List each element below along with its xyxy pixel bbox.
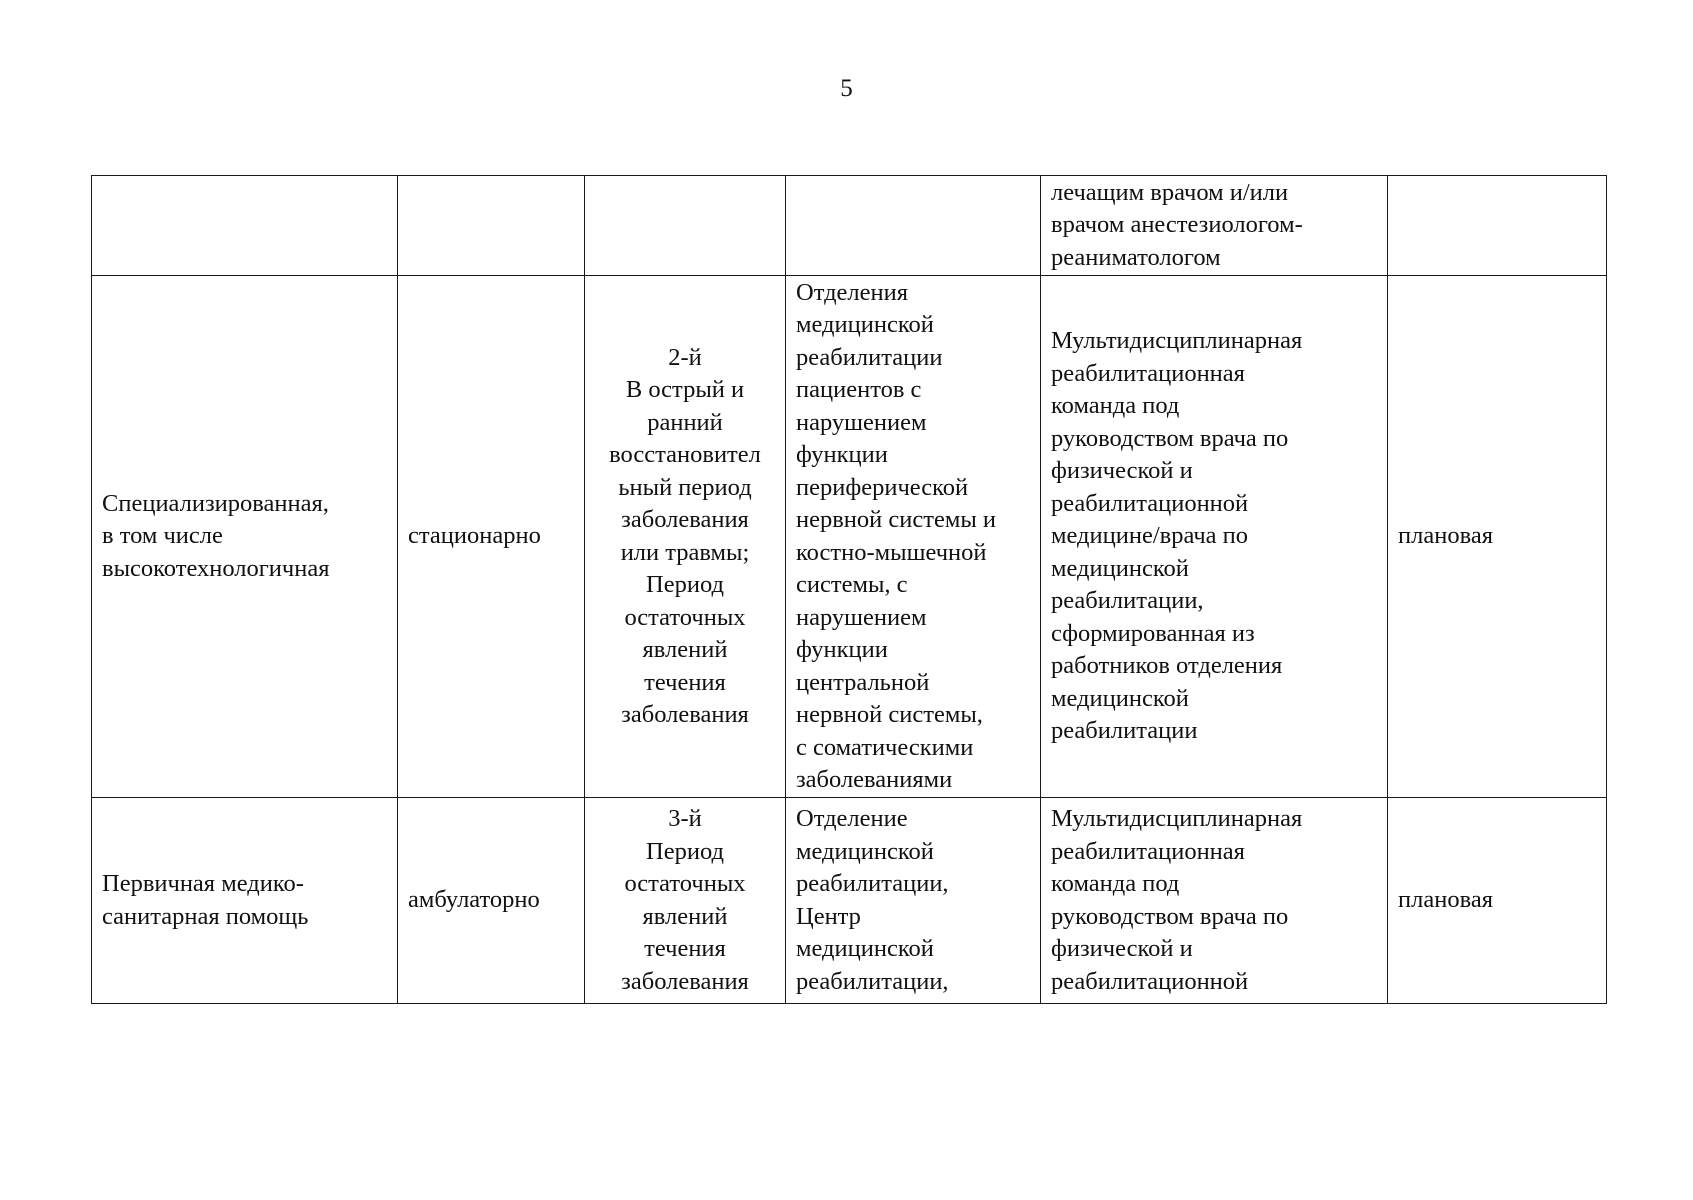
page-number: 5 [840,75,853,102]
table-cell-stage [585,176,786,276]
table-cell-stage: 3-й Период остаточных явлений течения заболевания [585,798,786,1004]
table-cell-conditions: стационарно [398,276,585,798]
table-cell-form [1388,176,1607,276]
table-cell-care-type: Первичная медико- санитарная помощь [92,798,398,1004]
table-cell-form: плановая [1388,798,1607,1004]
table-cell-care-type [92,176,398,276]
table-row [92,798,1607,1004]
table-cell-department: Отделение медицинской реабилитации, Центр медицинской реабилитации, [786,798,1041,1004]
table-row [92,276,1607,798]
table-cell-team: Мультидисциплинарная реабилитационная команда под руководством врача по физической и реабилитационной медицине/врача по медицинской реабилитации, сформированная из работников отделения медицинской реабилитации [1041,276,1388,798]
table-cell-form: плановая [1388,276,1607,798]
table-cell-conditions: амбулаторно [398,798,585,1004]
table-cell-department: Отделения медицинской реабилитации пациентов с нарушением функции периферической нервной системы и костно-мышечной системы, с нарушением функции центральной нервной системы, с соматическими заболеваниями [786,276,1041,798]
rehabilitation-table [91,175,1607,1004]
table-cell-conditions [398,176,585,276]
table-cell-team: Мультидисциплинарная реабилитационная команда под руководством врача по физической и реабилитационной [1041,798,1388,1004]
table-cell-stage: 2-й В острый и ранний восстановител ьный период заболевания или травмы; Период остаточных явлений течения заболевания [585,276,786,798]
table-cell-department [786,176,1041,276]
table-cell-care-type: Специализированная, в том числе высокотехнологичная [92,276,398,798]
table-cell-team: лечащим врачом и/или врачом анестезиологом- реаниматологом [1041,176,1388,276]
table-row [92,176,1607,276]
